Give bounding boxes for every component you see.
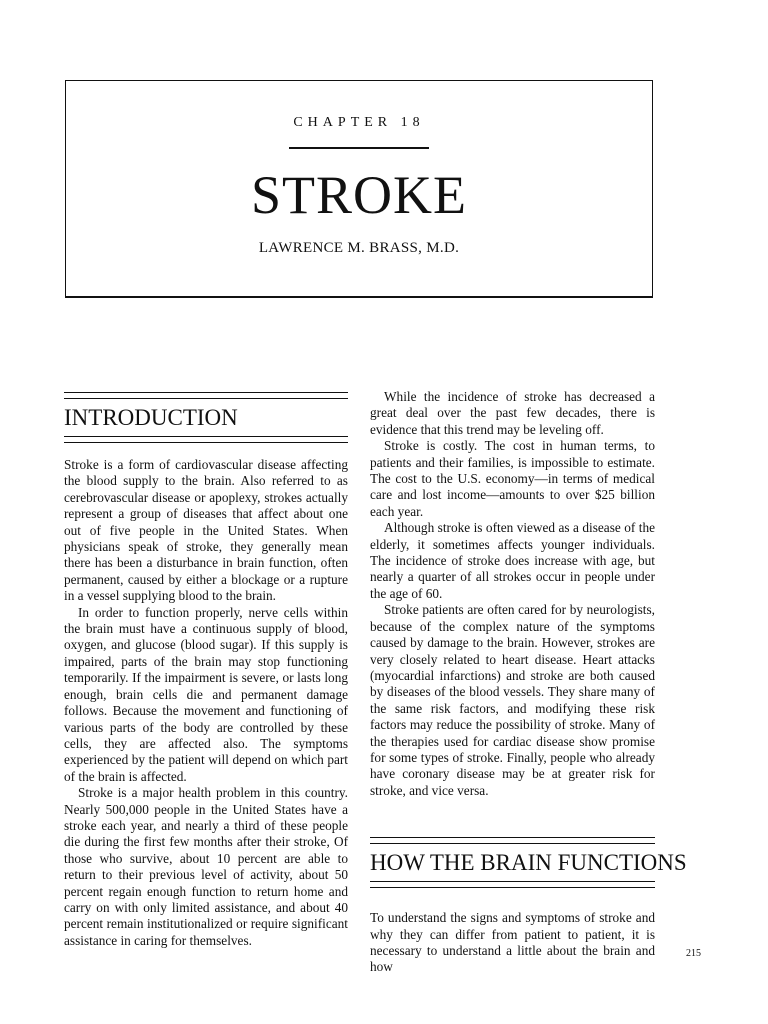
right-column [370, 389, 687, 976]
chapter-title-box [65, 80, 653, 298]
heading-rule-bottom [64, 436, 348, 443]
heading-rule-top [370, 837, 655, 844]
paragraph: Stroke is a major health problem in this country. Nearly 500,000 people in the United States have a stroke each year, and nearly a third of these people die during the first few months after their stroke, Of those who survive, about 10 percent are able to return to their previous level of activity, about 50 percent regain enough function to return home and carry on with only limited assistance, and about 40 percent remain institutionalized or require significant assistance in caring for themselves. [64, 785, 348, 948]
paragraph: Stroke is costly. The cost in human terms, to patients and their families, is impossible to estimate. The cost to the U.S. economy—in terms of medical care and lost income—amounts to over $25 billion each year. [370, 438, 655, 519]
heading-rule-bottom [370, 881, 655, 888]
section-heading-introduction: INTRODUCTION [64, 405, 238, 430]
paragraph: Stroke patients are often cared for by neurologists, because of the complex nature of the symptoms caused by damage to the brain. However, strokes are very closely related to heart disease. Heart attacks (myocardial infarctions) and stroke are both caused by diseases of the blood vessels. They share many of the same risk factors, and modifying these risk factors may reduce the possibility of stroke. Many of the therapies used for cardiac disease show promise for some types of stroke. Finally, people who already have coronary disease may be at greater risk for stroke, and vice versa. [370, 602, 655, 798]
paragraph: Although stroke is often viewed as a disease of the elderly, it sometimes affects younger individuals. The incidence of stroke does increase with age, but nearly a quarter of all strokes occur in people under the age of 60. [370, 520, 655, 601]
page-number: 215 [686, 948, 701, 959]
paragraph: While the incidence of stroke has decreased a great deal over the past few decades, there is evidence that this trend may be leveling off. [370, 389, 655, 437]
title-rule [289, 147, 429, 149]
paragraph: To understand the signs and symptoms of stroke and why they can differ from patient to patient, it is necessary to understand a little about the brain and how [370, 910, 655, 975]
chapter-label: CHAPTER 18 [293, 115, 425, 130]
left-column [64, 392, 348, 949]
introduction-heading-block [64, 392, 348, 443]
section-heading-brain-functions: HOW THE BRAIN FUNCTIONS [370, 850, 687, 876]
paragraph: Stroke is a form of cardiovascular disease affecting the blood supply to the brain. Also referred to as cerebrovascular disease or apoplexy, strokes actually represent a group of diseases that affect about one out of five people in the United States. When physicians speak of stroke, they generally mean there has been a disturbance in brain function, often permanent, caused by either a blockage or a rupture in a vessel supplying blood to the brain. [64, 457, 348, 604]
author-name: LAWRENCE M. BRASS, M.D. [258, 240, 460, 256]
heading-rule-top [64, 392, 348, 399]
chapter-title: STROKE [250, 165, 467, 225]
brain-functions-heading-block [370, 837, 687, 888]
paragraph: In order to function properly, nerve cells within the brain must have a continuous supply of blood, oxygen, and glucose (blood sugar). If this supply is impaired, parts of the brain may stop functioning temporarily. If the impairment is severe, or lasts long enough, brain cells die and permanent damage follows. Because the movement and functioning of various parts of the body are controlled by these cells, they are affected also. The symptoms experienced by the patient will depend on which part of the brain is affected. [64, 604, 348, 784]
